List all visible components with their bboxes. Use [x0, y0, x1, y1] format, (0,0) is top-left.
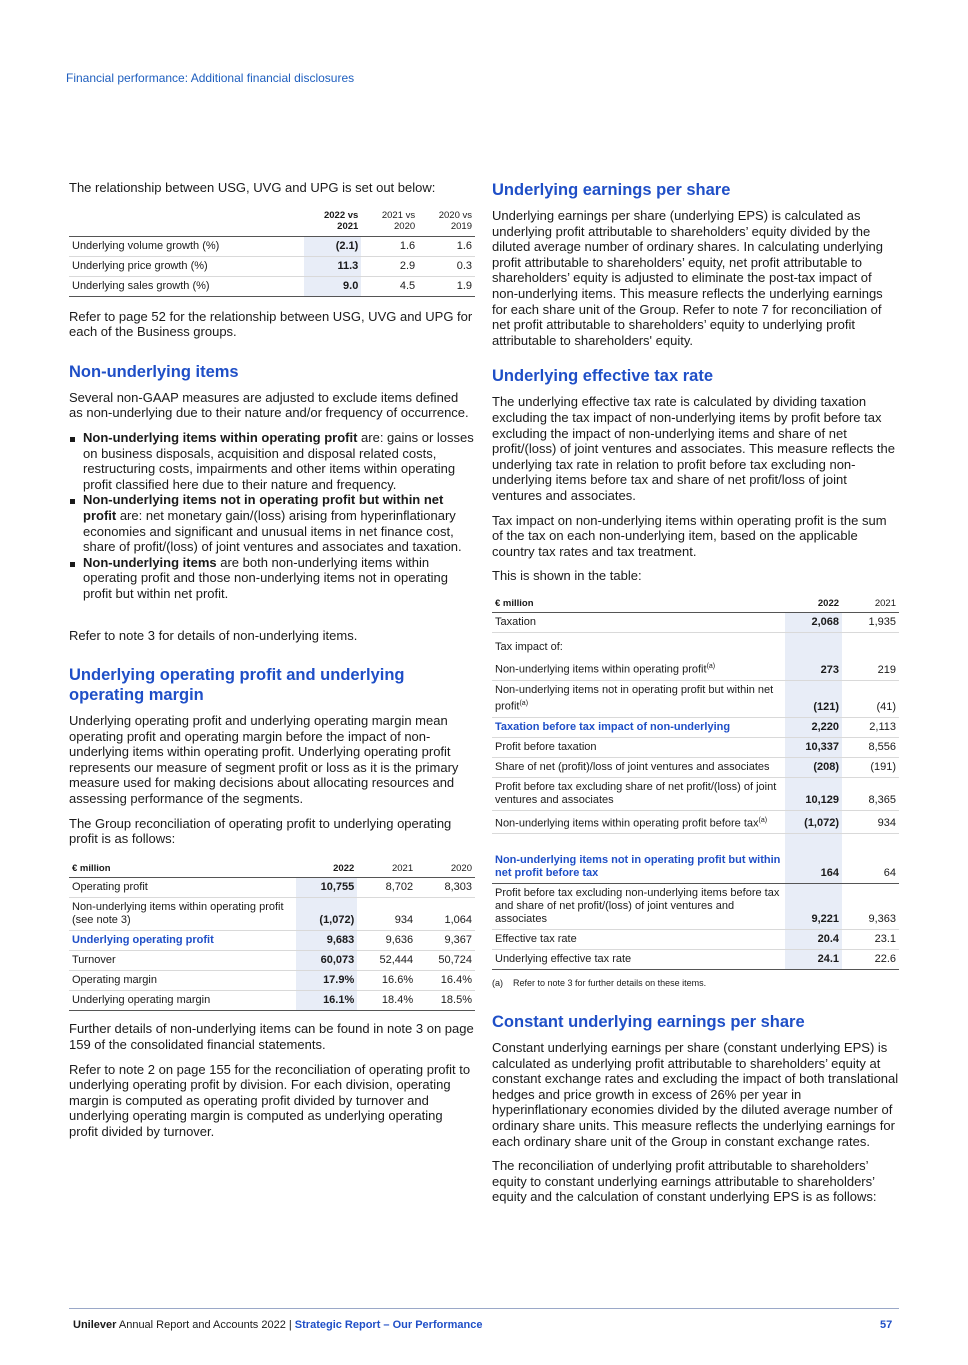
cell-value: 219 — [842, 657, 899, 680]
bullet-bold: Non-underlying items not in operating profit but within net profit — [83, 492, 444, 523]
cell-value — [842, 633, 899, 658]
section-title-uetr: Underlying effective tax rate — [492, 367, 713, 386]
right-column — [492, 180, 899, 1214]
section-title-ueps: Underlying earnings per share — [492, 181, 731, 199]
cell-value: 2,068 — [785, 613, 842, 633]
row-label — [492, 810, 785, 834]
footnote-marker: (a) — [758, 816, 768, 824]
bullet-bold: Non-underlying items — [83, 554, 217, 570]
table-row — [492, 930, 899, 950]
growth-header-label — [69, 208, 304, 237]
bullet-bold: Non-underlying items within operating profit — [83, 429, 358, 445]
cell-value: 1.6 — [361, 236, 418, 256]
table-row — [492, 657, 899, 680]
bullet-text: are: net monetary gain/(loss) arising from hyperinflationary economies and significant and unusual items in net finance cost, share of profit/(loss) of joint ventures and associates and taxation. — [83, 507, 462, 555]
cell-value: 0.3 — [418, 256, 475, 276]
cell-value: 8,303 — [416, 878, 475, 898]
running-header: Financial performance: Additional financial disclosures — [66, 71, 355, 85]
ueps-para: Underlying earnings per share (underlying EPS) is calculated as underlying profit attributable to shareholders’ equity divided by the diluted average number of ordinary shares. In calculating underlying profit attributable to shareholders’ equity, net profit attributable to shareholders’ equity is adjusted to eliminate the post-tax impact of non-underlying items. This measure reflects the underlying earnings for each share unit of the Group. Refer to note 7 for reconciliation of net profit attributable to shareholders’ equity to underlying profit attributable to shareholders' equity. — [492, 208, 883, 348]
list-item — [69, 492, 475, 554]
cell-value: 9,636 — [357, 931, 416, 951]
cell-value: 1,064 — [416, 898, 475, 931]
footer-section-link[interactable]: Strategic Report – Our Performance — [294, 1319, 483, 1331]
row-label-text: Non-underlying items not in operating profit but within net profit — [495, 684, 774, 713]
table-row — [492, 884, 899, 930]
uop-para-2: The Group reconciliation of operating profit to underlying operating profit is as follows: — [69, 815, 452, 847]
row-label: Underlying operating margin — [69, 991, 296, 1011]
table-row — [492, 777, 899, 810]
growth-header-2020: 2020 vs 2019 — [418, 208, 475, 237]
table-row — [69, 276, 475, 296]
section-title-uop: Underlying operating profit and underlying operating margin — [69, 666, 405, 705]
row-label: Underlying sales growth (%) — [69, 276, 304, 296]
row-label: Turnover — [69, 951, 296, 971]
table-row — [492, 834, 899, 884]
table-row — [492, 613, 899, 633]
table-row — [69, 898, 475, 931]
footer-brand: Unilever — [73, 1319, 117, 1331]
cell-value: 52,444 — [357, 951, 416, 971]
bullet-text: are both non-underlying items within operating profit and those non-underlying items not in operating profit but within net profit. — [83, 554, 448, 601]
table-row — [69, 236, 475, 256]
cell-value: 2,220 — [785, 717, 842, 737]
uetr-para-2: Tax impact on non-underlying items within operating profit is the sum of the tax on each non-underlying item, based on the applicable country tax rates and tax treatment. — [492, 512, 887, 559]
cell-value: 22.6 — [842, 950, 899, 970]
cell-value: 8,702 — [357, 878, 416, 898]
cell-value: 23.1 — [842, 930, 899, 950]
row-label: Underlying volume growth (%) — [69, 236, 304, 256]
table-row — [492, 681, 899, 718]
row-label: Underlying price growth (%) — [69, 256, 304, 276]
cell-value: (1,072) — [296, 898, 357, 931]
cell-value: 8,365 — [842, 777, 899, 810]
cell-value: 16.4% — [416, 971, 475, 991]
cell-value: 60,073 — [296, 951, 357, 971]
row-label: Profit before tax excluding non-underlying items before tax and share of net profit/(loss) of joint ventures and associates — [492, 884, 785, 930]
growth-header-2022: 2022 vs 2021 — [304, 208, 361, 237]
cell-value: (191) — [842, 757, 899, 777]
non-underlying-intro: Several non-GAAP measures are adjusted to exclude items defined as non-underlying due to their nature and/or frequency of occurrence. — [69, 389, 469, 421]
table-row — [69, 991, 475, 1011]
cell-value: (1,072) — [785, 810, 842, 834]
cell-value: 164 — [785, 834, 842, 884]
cell-value: 2.9 — [361, 256, 418, 276]
row-label — [492, 681, 785, 718]
cell-value: 4.5 — [361, 276, 418, 296]
row-label: Operating margin — [69, 971, 296, 991]
op-header-2020: 2020 — [416, 861, 475, 878]
cell-value: 64 — [842, 834, 899, 884]
op-header-2021: 2021 — [357, 861, 416, 878]
cell-value: 1.6 — [418, 236, 475, 256]
row-label: Profit before tax excluding share of net profit/(loss) of joint ventures and associates — [492, 777, 785, 810]
cell-value: 11.3 — [304, 256, 361, 276]
row-label: Operating profit — [69, 878, 296, 898]
uetr-para-3: This is shown in the table: — [492, 568, 642, 584]
table-row — [69, 931, 475, 951]
growth-table — [69, 208, 475, 297]
cell-value: 18.4% — [357, 991, 416, 1011]
row-label: Tax impact of: — [495, 641, 563, 654]
cell-value: 9,367 — [416, 931, 475, 951]
cell-value: 20.4 — [785, 930, 842, 950]
table-row — [492, 810, 899, 834]
tax-header-2021: 2021 — [842, 596, 899, 613]
growth-intro: The relationship between USG, UVG and UPG is set out below: — [69, 180, 436, 195]
cell-value: (41) — [842, 681, 899, 718]
cell-value: 9,683 — [296, 931, 357, 951]
table-row — [492, 717, 899, 737]
left-column — [69, 180, 475, 1149]
growth-header-2021: 2021 vs 2020 — [361, 208, 418, 237]
tax-header-2022: 2022 — [785, 596, 842, 613]
tax-table — [492, 596, 899, 970]
list-item — [69, 430, 475, 492]
section-title-non-underlying: Non-underlying items — [69, 362, 239, 381]
table-row — [492, 950, 899, 970]
row-label: Underlying operating profit — [69, 931, 296, 951]
row-label-text: Non-underlying items within operating profit — [495, 664, 707, 677]
uetr-para-1: The underlying effective tax rate is calculated by dividing taxation excluding the tax impact of non-underlying items by profit before tax excluding the impact of non-underlying items and share of net profit/(loss) of joint ventures and associates. This measure reflects the underlying tax rate in relation to profit before tax excluding non-underlying items before tax and share of net profit/loss of joint ventures and associates. — [492, 394, 895, 503]
row-label-text: Non-underlying items within operating profit before tax — [495, 817, 759, 830]
footer — [73, 1319, 482, 1331]
refer-page-52: Refer to page 52 for the relationship between USG, UVG and UPG for each of the Business groups. — [69, 308, 473, 340]
cell-value: 934 — [877, 817, 896, 830]
cell-value: 8,556 — [842, 737, 899, 757]
cell-value: 17.9% — [296, 971, 357, 991]
cueps-para-1: Constant underlying earnings per share (constant underlying EPS) is calculated as underlying profit attributable to shareholders’ equity at constant exchange rates and excluding the impact of both translational hedges and price growth in excess of 26% per year in hyperinflationary economies divided by the diluted average number of ordinary share units. This measure reflects the underlying earnings for each ordinary share unit of the Group in constant exchange rates. — [492, 1039, 899, 1149]
operating-profit-table — [69, 861, 475, 1012]
cell-value: 2,113 — [842, 717, 899, 737]
cueps-para-2: The reconciliation of underlying profit attributable to shareholders’ equity to constant underlying earnings attributable to shareholders’ equity and the calculation of constant underlying EPS is as follows: — [492, 1158, 877, 1205]
page-number: 57 — [880, 1319, 893, 1331]
cell-value: 934 — [357, 898, 416, 931]
cell-value: (2.1) — [304, 236, 361, 256]
table-row — [69, 951, 475, 971]
cell-value: 9,221 — [785, 884, 842, 930]
table-row — [69, 256, 475, 276]
table-row — [69, 971, 475, 991]
row-label: Non-underlying items within operating profit (see note 3) — [69, 898, 296, 931]
row-label: Taxation before tax impact of non-underlying — [492, 717, 785, 737]
cell-value: 16.6% — [357, 971, 416, 991]
section-title-cueps: Constant underlying earnings per share — [492, 1012, 805, 1031]
cell-value: 10,755 — [296, 878, 357, 898]
uop-para-1: Underlying operating profit and underlying operating margin mean operating profit and operating margin before the impact of non-underlying items within operating profit. Underlying operating profit represents our measure of segment profit or loss as it is the primary measure used for making decisions about allocating resources and assessing performance of the segments. — [69, 713, 459, 807]
cell-value: 1,935 — [842, 613, 899, 633]
footnote-marker: (a) — [706, 663, 716, 671]
cell-value: 24.1 — [785, 950, 842, 970]
row-label — [492, 657, 785, 680]
cell-value: 1.9 — [418, 276, 475, 296]
table-row — [492, 633, 899, 658]
op-header-label: € million — [69, 861, 296, 878]
refer-note-2: Refer to note 2 on page 155 for the reconciliation of operating profit to underlying operating profit by division. For each division, operating margin is computed as operating profit divided by turnover and underlying operating margin is computed as underlying operating profit divided by turnover. — [69, 1061, 471, 1139]
row-label: Non-underlying items not in operating profit but within net profit before tax — [492, 834, 785, 884]
refer-note-3: Refer to note 3 for details of non-underlying items. — [69, 627, 358, 643]
list-item — [69, 555, 475, 602]
cell-value: 18.5% — [416, 991, 475, 1011]
row-label: Share of net (profit)/loss of joint ventures and associates — [492, 757, 785, 777]
tax-header-label: € million — [492, 596, 785, 613]
footnote-marker: (a) — [519, 700, 529, 708]
row-label: Taxation — [492, 613, 785, 633]
cell-value: 16.1% — [296, 991, 357, 1011]
cell-value: (208) — [785, 757, 842, 777]
cell-value: 10,337 — [785, 737, 842, 757]
cell-value: (121) — [785, 681, 842, 718]
cell-value: 50,724 — [416, 951, 475, 971]
further-details: Further details of non-underlying items can be found in note 3 on page 159 of the consolidated financial statements. — [69, 1021, 474, 1052]
row-label: Underlying effective tax rate — [492, 950, 785, 970]
non-underlying-bullets — [69, 430, 475, 602]
tax-footnote: (a) Refer to note 3 for further details on these items. — [492, 978, 707, 989]
footer-report: Annual Report and Accounts 2022 | — [116, 1319, 295, 1331]
cell-value: 9.0 — [304, 276, 361, 296]
table-row — [492, 737, 899, 757]
op-header-2022: 2022 — [296, 861, 357, 878]
bullet-text: are: gains or losses on business disposals, acquisition and disposal related costs, restructuring costs, impairments and other items within operating profit classified here due to their nature and frequency. — [83, 429, 474, 492]
row-label: Profit before taxation — [492, 737, 785, 757]
cell-value: 10,129 — [785, 777, 842, 810]
row-label: Effective tax rate — [492, 930, 785, 950]
table-row — [492, 757, 899, 777]
table-row — [69, 878, 475, 898]
cell-value: 9,363 — [842, 884, 899, 930]
footer-divider — [69, 1308, 899, 1309]
cell-value — [785, 633, 842, 658]
cell-value: 273 — [785, 657, 842, 680]
